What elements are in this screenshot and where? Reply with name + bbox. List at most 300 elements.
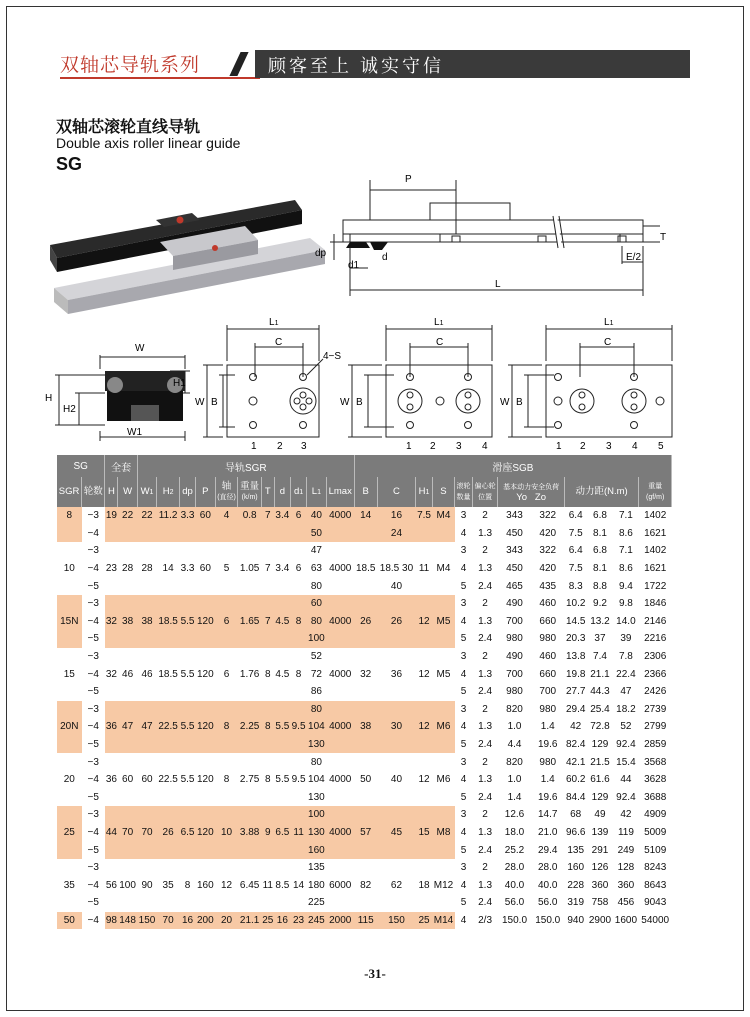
table-cell: 7.5 — [564, 525, 587, 543]
table-cell: −3 — [87, 545, 99, 557]
table-cell — [215, 683, 238, 701]
table-cell — [196, 806, 215, 824]
table-cell: 7 — [265, 563, 271, 575]
table-cell: 160 — [567, 862, 585, 874]
table-cell — [238, 525, 261, 543]
table-cell — [290, 683, 306, 701]
table-cell: 4000 — [326, 718, 354, 736]
table-cell: 9.2 — [587, 595, 613, 613]
table-cell: 1.05 — [239, 563, 260, 575]
table-cell: M4 — [432, 507, 455, 525]
table-cell: 249 — [613, 841, 639, 859]
table-cell: 3 — [455, 507, 472, 525]
th-slider: 滑座SGB — [354, 455, 671, 477]
table-cell: 52 — [310, 651, 322, 663]
table-cell: −4 — [82, 718, 105, 736]
table-cell — [57, 859, 82, 877]
table-cell — [326, 577, 354, 595]
table-cell: 5009 — [639, 824, 672, 842]
table-cell: 14.5 — [564, 613, 587, 631]
table-cell — [196, 789, 215, 807]
table-cell — [57, 525, 82, 543]
table-cell: 50 — [307, 525, 326, 543]
svg-text:2: 2 — [430, 441, 436, 452]
table-cell: M5 — [436, 668, 451, 680]
table-cell: 19.8 — [565, 668, 586, 680]
table-cell — [57, 789, 82, 807]
table-cell: 450 — [498, 525, 531, 543]
table-cell — [238, 595, 261, 613]
table-cell: 5.5 — [180, 668, 195, 680]
table-cell: 3 — [455, 595, 472, 613]
table-cell — [118, 630, 137, 648]
table-cell — [354, 789, 377, 807]
table-cell — [326, 841, 354, 859]
table-cell: 3 — [455, 806, 472, 824]
table-cell — [261, 841, 274, 859]
table-cell: 3.88 — [238, 824, 261, 842]
table-cell — [354, 595, 377, 613]
table-cell: 7.5 — [416, 507, 432, 525]
table-cell — [416, 806, 432, 824]
table-cell: 18 — [418, 879, 430, 891]
table-cell: 1.3 — [472, 525, 498, 543]
svg-text:4: 4 — [482, 441, 488, 452]
table-cell — [215, 789, 238, 807]
table-cell: 980 — [539, 756, 557, 768]
table-cell — [105, 701, 118, 719]
table-cell — [137, 894, 156, 912]
table-cell — [157, 630, 180, 648]
table-cell — [290, 736, 306, 754]
table-cell: 32 — [360, 668, 372, 680]
table-cell: 343 — [498, 507, 531, 525]
table-cell: 130 — [307, 736, 326, 754]
table-cell — [118, 736, 137, 754]
table-cell: 2 — [472, 507, 498, 525]
table-cell: 2366 — [644, 668, 667, 680]
table-cell — [274, 753, 290, 771]
table-cell — [290, 806, 306, 824]
table-cell — [157, 577, 180, 595]
table-cell: 4000 — [329, 563, 352, 575]
slider-top-view-5 — [500, 315, 680, 455]
table-cell: 23 — [290, 912, 306, 930]
dim-S: 4−S — [323, 351, 342, 362]
table-cell — [274, 683, 290, 701]
table-cell: 1.3 — [478, 879, 493, 891]
table-row — [57, 683, 672, 701]
table-cell: 13.2 — [587, 613, 613, 631]
svg-text:3: 3 — [606, 441, 612, 452]
table-cell — [290, 525, 306, 543]
table-cell — [416, 630, 432, 648]
table-cell: 9 — [261, 824, 274, 842]
product-photo — [40, 190, 330, 320]
table-cell — [215, 648, 238, 666]
table-cell — [432, 806, 455, 824]
table-cell: 25 — [261, 912, 274, 930]
table-cell: M12 — [433, 879, 454, 891]
table-cell — [215, 894, 238, 912]
table-cell: 4 — [455, 912, 472, 930]
table-cell: 3.4 — [274, 507, 290, 525]
table-cell: 25 — [57, 824, 82, 842]
svg-text:W: W — [195, 397, 205, 408]
table-cell: 2306 — [644, 651, 667, 663]
table-cell: 46 — [141, 668, 153, 680]
table-cell — [118, 701, 137, 719]
table-cell — [432, 648, 455, 666]
table-cell: 2 — [472, 806, 498, 824]
table-cell — [238, 701, 261, 719]
table-cell — [118, 542, 137, 560]
table-cell: 8 — [265, 774, 271, 786]
table-cell: 700 — [498, 613, 531, 631]
table-cell: 1.3 — [478, 563, 493, 575]
table-cell — [290, 542, 306, 560]
table-cell: 8.5 — [275, 879, 290, 891]
table-cell — [137, 841, 156, 859]
table-cell: 465 — [506, 580, 523, 592]
table-cell: 40.0 — [504, 879, 525, 891]
table-cell: M14 — [432, 912, 455, 930]
table-cell — [118, 841, 137, 859]
table-cell — [105, 648, 118, 666]
table-cell — [157, 736, 180, 754]
table-cell: 5.5 — [179, 718, 195, 736]
table-cell: 450 — [506, 563, 523, 575]
table-cell: 2146 — [639, 613, 672, 631]
table-cell — [354, 736, 377, 754]
table-cell — [157, 701, 180, 719]
table-cell: −5 — [87, 897, 99, 909]
table-cell — [196, 894, 215, 912]
table-cell: 92.4 — [616, 791, 636, 803]
table-cell — [179, 789, 195, 807]
table-cell — [261, 806, 274, 824]
table-cell — [261, 789, 274, 807]
table-cell: 119 — [613, 824, 639, 842]
table-cell: 25.4 — [587, 701, 613, 719]
table-cell: 18.5 30 — [379, 563, 414, 575]
table-cell: 6.4 — [568, 545, 583, 557]
table-cell: 63 — [310, 563, 322, 575]
table-cell: 2000 — [326, 912, 354, 930]
table-cell: 2.4 — [472, 841, 498, 859]
table-cell — [377, 859, 416, 877]
table-cell: 2.75 — [239, 774, 260, 786]
table-cell: 6 — [290, 507, 306, 525]
table-cell: 490 — [506, 651, 523, 663]
table-cell: 2/3 — [472, 912, 498, 930]
table-cell — [137, 789, 156, 807]
table-cell — [118, 753, 137, 771]
table-cell — [196, 841, 215, 859]
table-cell: 2 — [482, 862, 488, 874]
table-row — [57, 789, 672, 807]
table-cell: 200 — [196, 912, 215, 930]
table-cell: 82 — [360, 879, 372, 891]
table-cell — [290, 859, 306, 877]
table-cell — [290, 630, 306, 648]
table-cell: 9.5 — [290, 718, 306, 736]
table-cell: 37 — [587, 630, 613, 648]
dim-dp: dp — [315, 248, 327, 259]
table-cell: 980 — [531, 701, 564, 719]
table-cell: 72 — [310, 668, 322, 680]
table-cell: 8 — [223, 774, 230, 786]
table-cell: 7.5 — [568, 563, 583, 575]
table-cell — [57, 701, 82, 719]
table-row — [57, 542, 672, 560]
table-cell — [157, 806, 180, 824]
table-cell — [354, 542, 377, 560]
table-cell: 18.0 — [498, 824, 531, 842]
table-cell: M5 — [432, 613, 455, 631]
table-cell: −4 — [87, 668, 99, 680]
table-cell — [57, 577, 82, 595]
table-cell: 7.4 — [593, 651, 607, 663]
table-cell: 19 — [105, 507, 118, 525]
table-cell: 60 — [141, 774, 153, 786]
table-cell — [261, 701, 274, 719]
table-cell — [179, 841, 195, 859]
table-row — [57, 701, 672, 719]
svg-text:C: C — [436, 337, 444, 348]
table-cell — [118, 859, 137, 877]
table-cell: 1.4 — [540, 774, 555, 786]
table-row — [57, 824, 672, 842]
table-cell: 8.6 — [613, 525, 639, 543]
table-cell: 23 — [105, 563, 117, 575]
table-cell: M4 — [436, 563, 451, 575]
table-cell — [238, 753, 261, 771]
table-cell: 2739 — [639, 701, 672, 719]
table-cell — [196, 525, 215, 543]
spec-table-body — [57, 507, 672, 929]
table-cell: 435 — [539, 580, 557, 592]
table-cell: 21.0 — [531, 824, 564, 842]
table-cell: 96.6 — [564, 824, 587, 842]
table-cell: 44.3 — [590, 686, 610, 698]
table-cell — [326, 542, 354, 560]
table-cell: 1.3 — [472, 824, 498, 842]
table-cell: 120 — [196, 613, 215, 631]
table-cell: 30 — [377, 718, 416, 736]
table-cell — [196, 595, 215, 613]
table-cell — [432, 841, 455, 859]
table-cell: 1.3 — [472, 718, 498, 736]
table-cell — [326, 894, 354, 912]
table-cell: 57 — [354, 824, 377, 842]
table-cell: 54000 — [639, 912, 672, 930]
table-cell — [326, 595, 354, 613]
table-cell: 10 — [63, 563, 75, 575]
table-row — [57, 613, 672, 631]
table-cell: 5.5 — [274, 718, 290, 736]
table-cell — [238, 894, 261, 912]
svg-text:B: B — [356, 397, 363, 408]
table-cell: 60 — [122, 774, 134, 786]
dim-P: P — [405, 174, 412, 185]
table-cell: 42 — [613, 806, 639, 824]
table-cell — [354, 630, 377, 648]
table-cell — [377, 789, 416, 807]
svg-text:C: C — [604, 337, 612, 348]
table-cell — [238, 859, 261, 877]
table-cell — [137, 630, 156, 648]
table-cell: 50 — [57, 912, 82, 930]
table-cell — [157, 859, 180, 877]
table-cell — [416, 859, 432, 877]
table-cell: 3 — [460, 545, 467, 557]
table-cell: 47 — [137, 718, 156, 736]
table-cell: 13.8 — [565, 651, 586, 663]
table-cell — [274, 789, 290, 807]
table-cell: 130 — [307, 824, 326, 842]
table-cell: 2 — [472, 701, 498, 719]
table-cell — [377, 683, 416, 701]
table-cell: 291 — [587, 841, 613, 859]
table-cell: 28 — [141, 563, 153, 575]
table-cell: 1.76 — [239, 668, 260, 680]
table-cell: 120 — [197, 774, 214, 786]
table-cell: 2.4 — [478, 580, 493, 592]
table-cell: 8243 — [644, 862, 667, 874]
table-cell: 4000 — [326, 507, 354, 525]
table-cell: 5 — [460, 897, 467, 909]
table-row — [57, 507, 672, 525]
table-cell — [261, 736, 274, 754]
table-cell — [377, 753, 416, 771]
table-cell: 16 — [274, 912, 290, 930]
table-cell: 420 — [539, 563, 557, 575]
table-cell: 5 — [455, 630, 472, 648]
table-cell — [179, 736, 195, 754]
table-cell — [290, 648, 306, 666]
table-cell: 490 — [498, 595, 531, 613]
table-cell — [416, 894, 432, 912]
table-cell: 92.4 — [613, 736, 639, 754]
table-cell: 26 — [157, 824, 180, 842]
table-cell: 39 — [613, 630, 639, 648]
table-cell — [274, 577, 290, 595]
table-cell — [290, 701, 306, 719]
table-cell: 5 — [223, 563, 230, 575]
table-cell — [326, 648, 354, 666]
table-cell: 6 — [215, 613, 238, 631]
table-cell — [377, 894, 416, 912]
table-cell — [57, 648, 82, 666]
table-cell — [274, 630, 290, 648]
table-cell: 4 — [455, 613, 472, 631]
table-cell: 7 — [261, 613, 274, 631]
table-cell — [105, 841, 118, 859]
table-cell: 460 — [531, 595, 564, 613]
table-cell — [354, 525, 377, 543]
table-cell: 100 — [307, 630, 326, 648]
table-cell: 2 — [472, 595, 498, 613]
table-row — [57, 577, 672, 595]
table-cell: 135 — [564, 841, 587, 859]
table-cell — [416, 577, 432, 595]
table-cell: 27.7 — [565, 686, 586, 698]
table-cell: 12 — [418, 668, 430, 680]
table-cell: 1.4 — [507, 791, 522, 803]
table-cell: 2.4 — [472, 630, 498, 648]
table-cell — [238, 789, 261, 807]
table-cell: 29.4 — [564, 701, 587, 719]
table-cell: 2 — [482, 756, 488, 768]
side-view-drawing — [310, 168, 690, 308]
table-cell — [179, 648, 195, 666]
table-cell: 6.5 — [179, 824, 195, 842]
table-cell: 20.3 — [564, 630, 587, 648]
table-cell: 84.4 — [565, 791, 586, 803]
page-header — [60, 50, 690, 80]
table-cell: −4 — [82, 824, 105, 842]
table-cell: 3688 — [644, 791, 667, 803]
table-cell: 19.6 — [538, 791, 558, 803]
table-cell: 980 — [531, 630, 564, 648]
table-cell: 135 — [308, 862, 325, 874]
table-cell: −5 — [87, 580, 99, 592]
table-cell: 14 — [354, 507, 377, 525]
table-cell: 8643 — [644, 879, 667, 891]
table-cell: 62 — [390, 879, 403, 891]
table-cell — [57, 894, 82, 912]
table-cell — [416, 595, 432, 613]
table-cell: 68 — [564, 806, 587, 824]
table-cell — [179, 701, 195, 719]
table-cell — [105, 806, 118, 824]
table-cell: 940 — [564, 912, 587, 930]
svg-text:B: B — [516, 397, 523, 408]
table-cell: 7.8 — [618, 651, 633, 663]
table-cell — [261, 595, 274, 613]
table-cell — [118, 577, 137, 595]
table-cell — [274, 595, 290, 613]
table-cell: 21.1 — [238, 912, 261, 930]
table-cell: M6 — [432, 718, 455, 736]
product-title-cn: 双轴芯滚轮直线导轨 — [56, 119, 201, 136]
table-cell: 21.1 — [590, 668, 610, 680]
svg-text:2: 2 — [580, 441, 586, 452]
table-cell: 22.4 — [616, 668, 636, 680]
table-cell: −3 — [87, 862, 99, 874]
table-cell: 44 — [620, 774, 632, 786]
table-cell — [196, 736, 215, 754]
table-cell: 35 — [162, 879, 174, 891]
table-cell: 139 — [587, 824, 613, 842]
table-cell: 700 — [506, 668, 523, 680]
table-cell — [179, 630, 195, 648]
table-cell — [416, 683, 432, 701]
table-cell: 86 — [310, 686, 322, 698]
table-cell: 22 — [118, 507, 137, 525]
table-cell: 14 — [293, 879, 305, 891]
table-cell — [261, 542, 274, 560]
table-cell — [118, 683, 137, 701]
table-cell — [377, 542, 416, 560]
table-cell: 1402 — [644, 545, 667, 557]
table-row — [57, 876, 672, 894]
table-cell — [179, 806, 195, 824]
table-cell: 72.8 — [587, 718, 613, 736]
table-cell — [274, 806, 290, 824]
dim-H: H — [45, 393, 53, 404]
